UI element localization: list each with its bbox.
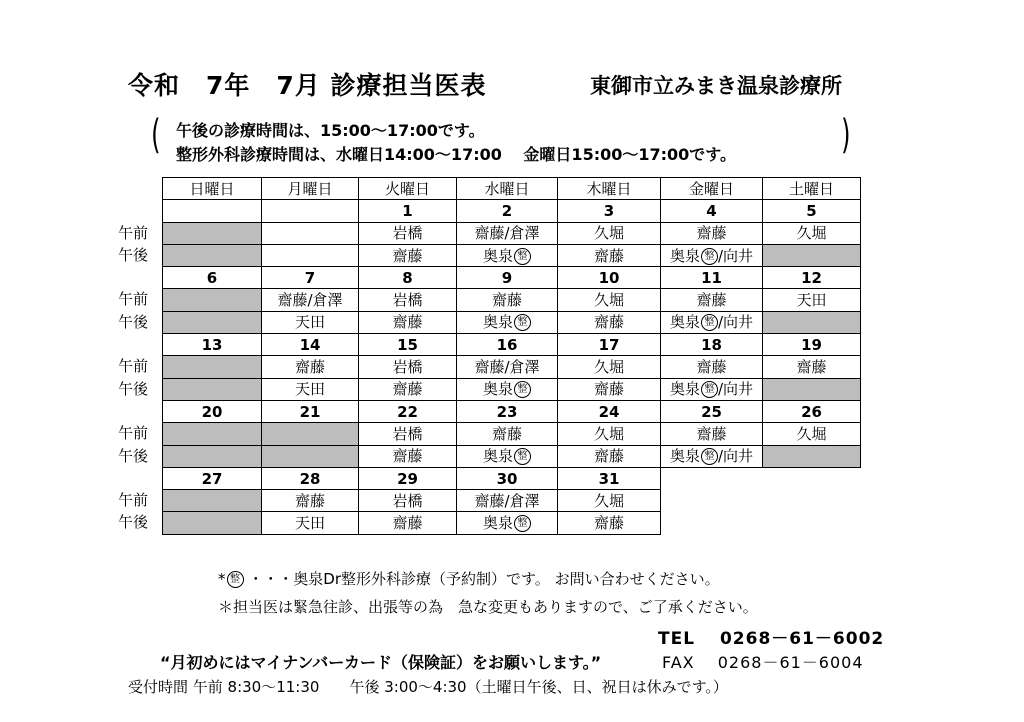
row-label-am: 午前	[118, 357, 149, 376]
day-number: 10	[558, 267, 661, 289]
doctor-name: 齋藤	[593, 447, 624, 466]
doctor-name: 齋藤	[491, 424, 522, 443]
afternoon-doctor	[359, 311, 457, 333]
morning-doctor	[359, 490, 457, 512]
morning-doctor	[558, 356, 661, 378]
doctor-name: 奥泉	[482, 514, 513, 533]
morning-doctor	[763, 356, 861, 378]
date-row	[163, 200, 861, 222]
row-labels	[118, 199, 148, 533]
morning-doctor	[457, 222, 558, 244]
morning-row	[163, 222, 861, 244]
afternoon-doctor	[262, 311, 359, 333]
orthopedic-seal-icon: 整	[514, 381, 531, 398]
doctor-name-secondary: /向井	[717, 447, 754, 466]
row-label-pm: 午後	[118, 245, 149, 264]
morning-doctor	[163, 289, 262, 311]
day-number: 3	[558, 200, 661, 222]
orthopedic-hours-note: 整形外科診療時間は、水曜日14:00〜17:00 金曜日15:00〜17:00です。	[176, 145, 737, 164]
morning-doctor	[763, 289, 861, 311]
afternoon-doctor	[763, 445, 861, 467]
orthopedic-seal-icon: 整	[227, 571, 244, 588]
afternoon-doctor	[558, 378, 661, 400]
doctor-name: 齋藤/倉澤	[474, 224, 540, 243]
afternoon-doctor	[262, 445, 359, 467]
morning-doctor	[457, 356, 558, 378]
afternoon-doctor	[262, 244, 359, 266]
doctor-name: 齋藤	[696, 358, 727, 377]
doctor-name: 岩橋	[392, 291, 423, 310]
day-number: 9	[457, 267, 558, 289]
morning-doctor	[763, 423, 861, 445]
empty-cell	[763, 467, 861, 489]
afternoon-doctor	[163, 445, 262, 467]
afternoon-doctor	[763, 311, 861, 333]
bracket-close: )	[841, 112, 851, 158]
doctor-name: 天田	[294, 313, 325, 332]
doctor-name: 齋藤	[491, 291, 522, 310]
day-number: 5	[763, 200, 861, 222]
morning-doctor	[763, 222, 861, 244]
doctor-name: 齋藤	[696, 424, 727, 443]
afternoon-doctor	[163, 311, 262, 333]
day-number	[163, 200, 262, 222]
doctor-name: 齋藤	[294, 358, 325, 377]
weekday-header: 土曜日	[763, 178, 861, 200]
day-number: 8	[359, 267, 457, 289]
orthopedic-seal-icon: 整	[514, 448, 531, 465]
doctor-name: 奥泉	[669, 380, 700, 399]
date-row	[163, 400, 861, 422]
weekday-header-row	[163, 178, 861, 200]
day-number: 1	[359, 200, 457, 222]
orthopedic-seal-icon: 整	[701, 248, 718, 265]
morning-doctor	[262, 289, 359, 311]
doctor-name: 齋藤	[392, 514, 423, 533]
row-label-am: 午前	[118, 223, 149, 242]
schedule-table	[162, 177, 861, 535]
doctor-name: 岩橋	[392, 224, 423, 243]
afternoon-doctor	[558, 512, 661, 534]
morning-row	[163, 490, 861, 512]
day-number: 11	[661, 267, 763, 289]
doctor-name: 岩橋	[392, 491, 423, 510]
doctor-name: 岩橋	[392, 358, 423, 377]
row-label-am: 午前	[118, 424, 149, 443]
day-number: 22	[359, 400, 457, 422]
day-number: 27	[163, 467, 262, 489]
day-number	[262, 200, 359, 222]
afternoon-doctor	[262, 378, 359, 400]
empty-cell	[661, 490, 763, 512]
doctor-name: 久堀	[593, 424, 624, 443]
morning-doctor	[359, 222, 457, 244]
row-label-pm: 午後	[118, 446, 149, 465]
empty-cell	[661, 512, 763, 534]
afternoon-doctor	[359, 445, 457, 467]
page-title: 令和 7年 7月 診療担当医表	[128, 71, 487, 100]
doctor-name: 奥泉	[482, 380, 513, 399]
morning-doctor	[457, 490, 558, 512]
doctor-name: 齋藤	[392, 380, 423, 399]
morning-doctor	[163, 222, 262, 244]
day-number: 16	[457, 334, 558, 356]
day-number: 26	[763, 400, 861, 422]
afternoon-row	[163, 512, 861, 534]
morning-doctor	[359, 356, 457, 378]
doctor-name: 奥泉	[482, 246, 513, 265]
orthopedic-seal-icon: 整	[701, 448, 718, 465]
afternoon-doctor	[359, 244, 457, 266]
reception-hours: 受付時間 午前 8:30〜11:30 午後 3:00〜4:30（土曜日午後、日、祝日は休みです。）	[128, 678, 728, 696]
day-number: 6	[163, 267, 262, 289]
afternoon-doctor	[661, 311, 763, 333]
weekday-header: 火曜日	[359, 178, 457, 200]
doctor-name-secondary: /向井	[717, 313, 754, 332]
day-number: 31	[558, 467, 661, 489]
doctor-name: 久堀	[593, 491, 624, 510]
day-number: 4	[661, 200, 763, 222]
day-number: 29	[359, 467, 457, 489]
doctor-name: 齋藤	[294, 491, 325, 510]
orthopedic-seal-icon: 整	[514, 248, 531, 265]
orthopedic-seal-icon: 整	[514, 314, 531, 331]
morning-doctor	[262, 490, 359, 512]
afternoon-doctor	[359, 378, 457, 400]
doctor-name: 齋藤	[796, 358, 827, 377]
seal-prefix: *	[218, 570, 226, 588]
day-number: 25	[661, 400, 763, 422]
clinic-name: 東御市立みまき温泉診療所	[590, 74, 842, 98]
afternoon-doctor	[262, 512, 359, 534]
morning-doctor	[558, 289, 661, 311]
doctor-name: 久堀	[796, 424, 827, 443]
afternoon-doctor	[661, 244, 763, 266]
morning-doctor	[661, 423, 763, 445]
morning-doctor	[661, 356, 763, 378]
doctor-name: 久堀	[593, 291, 624, 310]
afternoon-doctor	[763, 378, 861, 400]
doctor-name: 齋藤	[696, 224, 727, 243]
afternoon-doctor	[163, 378, 262, 400]
morning-row	[163, 289, 861, 311]
afternoon-doctor	[163, 244, 262, 266]
seal-legend	[218, 568, 720, 589]
morning-doctor	[163, 356, 262, 378]
row-label-pm: 午後	[118, 312, 149, 331]
day-number: 20	[163, 400, 262, 422]
afternoon-row	[163, 244, 861, 266]
day-number: 13	[163, 334, 262, 356]
doctor-name: 久堀	[593, 358, 624, 377]
afternoon-doctor	[661, 378, 763, 400]
afternoon-doctor	[359, 512, 457, 534]
afternoon-doctor	[558, 445, 661, 467]
doctor-name: 齋藤	[392, 313, 423, 332]
empty-cell	[661, 467, 763, 489]
morning-doctor	[163, 490, 262, 512]
weekday-header: 月曜日	[262, 178, 359, 200]
day-number: 12	[763, 267, 861, 289]
afternoon-row	[163, 378, 861, 400]
doctor-name: 奥泉	[482, 313, 513, 332]
change-notice: ＊担当医は緊急往診、出張等の為 急な変更もありますので、ご了承ください。	[218, 598, 758, 616]
doctor-name: 奥泉	[669, 246, 700, 265]
day-number: 18	[661, 334, 763, 356]
morning-doctor	[558, 423, 661, 445]
doctor-name: 天田	[294, 380, 325, 399]
fax-number: FAX 0268－61－6004	[662, 653, 864, 672]
morning-doctor	[457, 289, 558, 311]
empty-cell	[763, 512, 861, 534]
morning-row	[163, 356, 861, 378]
doctor-name: 齋藤/倉澤	[474, 491, 540, 510]
afternoon-doctor	[558, 311, 661, 333]
day-number: 24	[558, 400, 661, 422]
day-number: 7	[262, 267, 359, 289]
day-number: 17	[558, 334, 661, 356]
morning-doctor	[359, 289, 457, 311]
row-label-am: 午前	[118, 290, 149, 309]
doctor-name: 奥泉	[669, 447, 700, 466]
doctor-name: 久堀	[593, 224, 624, 243]
weekday-header: 木曜日	[558, 178, 661, 200]
day-number: 15	[359, 334, 457, 356]
doctor-name: 齋藤	[593, 514, 624, 533]
morning-row	[163, 423, 861, 445]
doctor-name-secondary: /向井	[717, 380, 754, 399]
doctor-name-secondary: /向井	[717, 246, 754, 265]
doctor-name: 齋藤	[392, 246, 423, 265]
afternoon-hours-note: 午後の診療時間は、15:00〜17:00です。	[176, 121, 485, 140]
doctor-name: 天田	[796, 291, 827, 310]
weekday-header: 金曜日	[661, 178, 763, 200]
row-label-pm: 午後	[118, 513, 149, 532]
day-number: 23	[457, 400, 558, 422]
doctor-name: 齋藤	[593, 380, 624, 399]
morning-doctor	[262, 356, 359, 378]
bracket-open: (	[151, 112, 161, 158]
morning-doctor	[359, 423, 457, 445]
day-number: 28	[262, 467, 359, 489]
afternoon-doctor	[457, 445, 558, 467]
date-row	[163, 334, 861, 356]
day-number: 14	[262, 334, 359, 356]
date-row	[163, 267, 861, 289]
doctor-name: 奥泉	[482, 447, 513, 466]
doctor-name: 岩橋	[392, 424, 423, 443]
orthopedic-seal-icon: 整	[701, 381, 718, 398]
morning-doctor	[661, 289, 763, 311]
weekday-header: 水曜日	[457, 178, 558, 200]
weekday-header: 日曜日	[163, 178, 262, 200]
doctor-name: 天田	[294, 514, 325, 533]
doctor-name: 齋藤/倉澤	[474, 358, 540, 377]
doctor-name: 奥泉	[669, 313, 700, 332]
doctor-name: 齋藤	[593, 313, 624, 332]
day-number: 30	[457, 467, 558, 489]
afternoon-row	[163, 445, 861, 467]
morning-doctor	[457, 423, 558, 445]
orthopedic-seal-icon: 整	[514, 515, 531, 532]
tel-number: TEL 0268－61－6002	[658, 629, 885, 649]
afternoon-doctor	[763, 244, 861, 266]
afternoon-row	[163, 311, 861, 333]
afternoon-doctor	[163, 512, 262, 534]
day-number: 2	[457, 200, 558, 222]
afternoon-doctor	[457, 244, 558, 266]
date-row	[163, 467, 861, 489]
afternoon-doctor	[457, 378, 558, 400]
morning-doctor	[558, 490, 661, 512]
empty-cell	[763, 490, 861, 512]
afternoon-doctor	[457, 512, 558, 534]
afternoon-doctor	[558, 244, 661, 266]
day-number: 21	[262, 400, 359, 422]
seal-legend-text: ・・・奥泉Dr整形外科診療（予約制）です。 お問い合わせください。	[248, 570, 720, 588]
doctor-name: 久堀	[796, 224, 827, 243]
doctor-name: 齋藤/倉澤	[277, 291, 343, 310]
afternoon-doctor	[457, 311, 558, 333]
doctor-name: 齋藤	[696, 291, 727, 310]
orthopedic-seal-icon: 整	[701, 314, 718, 331]
afternoon-doctor	[661, 445, 763, 467]
doctor-name: 齋藤	[392, 447, 423, 466]
morning-doctor	[661, 222, 763, 244]
morning-doctor	[558, 222, 661, 244]
morning-doctor	[262, 222, 359, 244]
doctor-name: 齋藤	[593, 246, 624, 265]
morning-doctor	[262, 423, 359, 445]
row-label-am: 午前	[118, 491, 149, 510]
day-number: 19	[763, 334, 861, 356]
morning-doctor	[163, 423, 262, 445]
my-number-card-notice: “月初めにはマイナンバーカード（保険証）をお願いします。”	[160, 653, 602, 672]
row-label-pm: 午後	[118, 379, 149, 398]
